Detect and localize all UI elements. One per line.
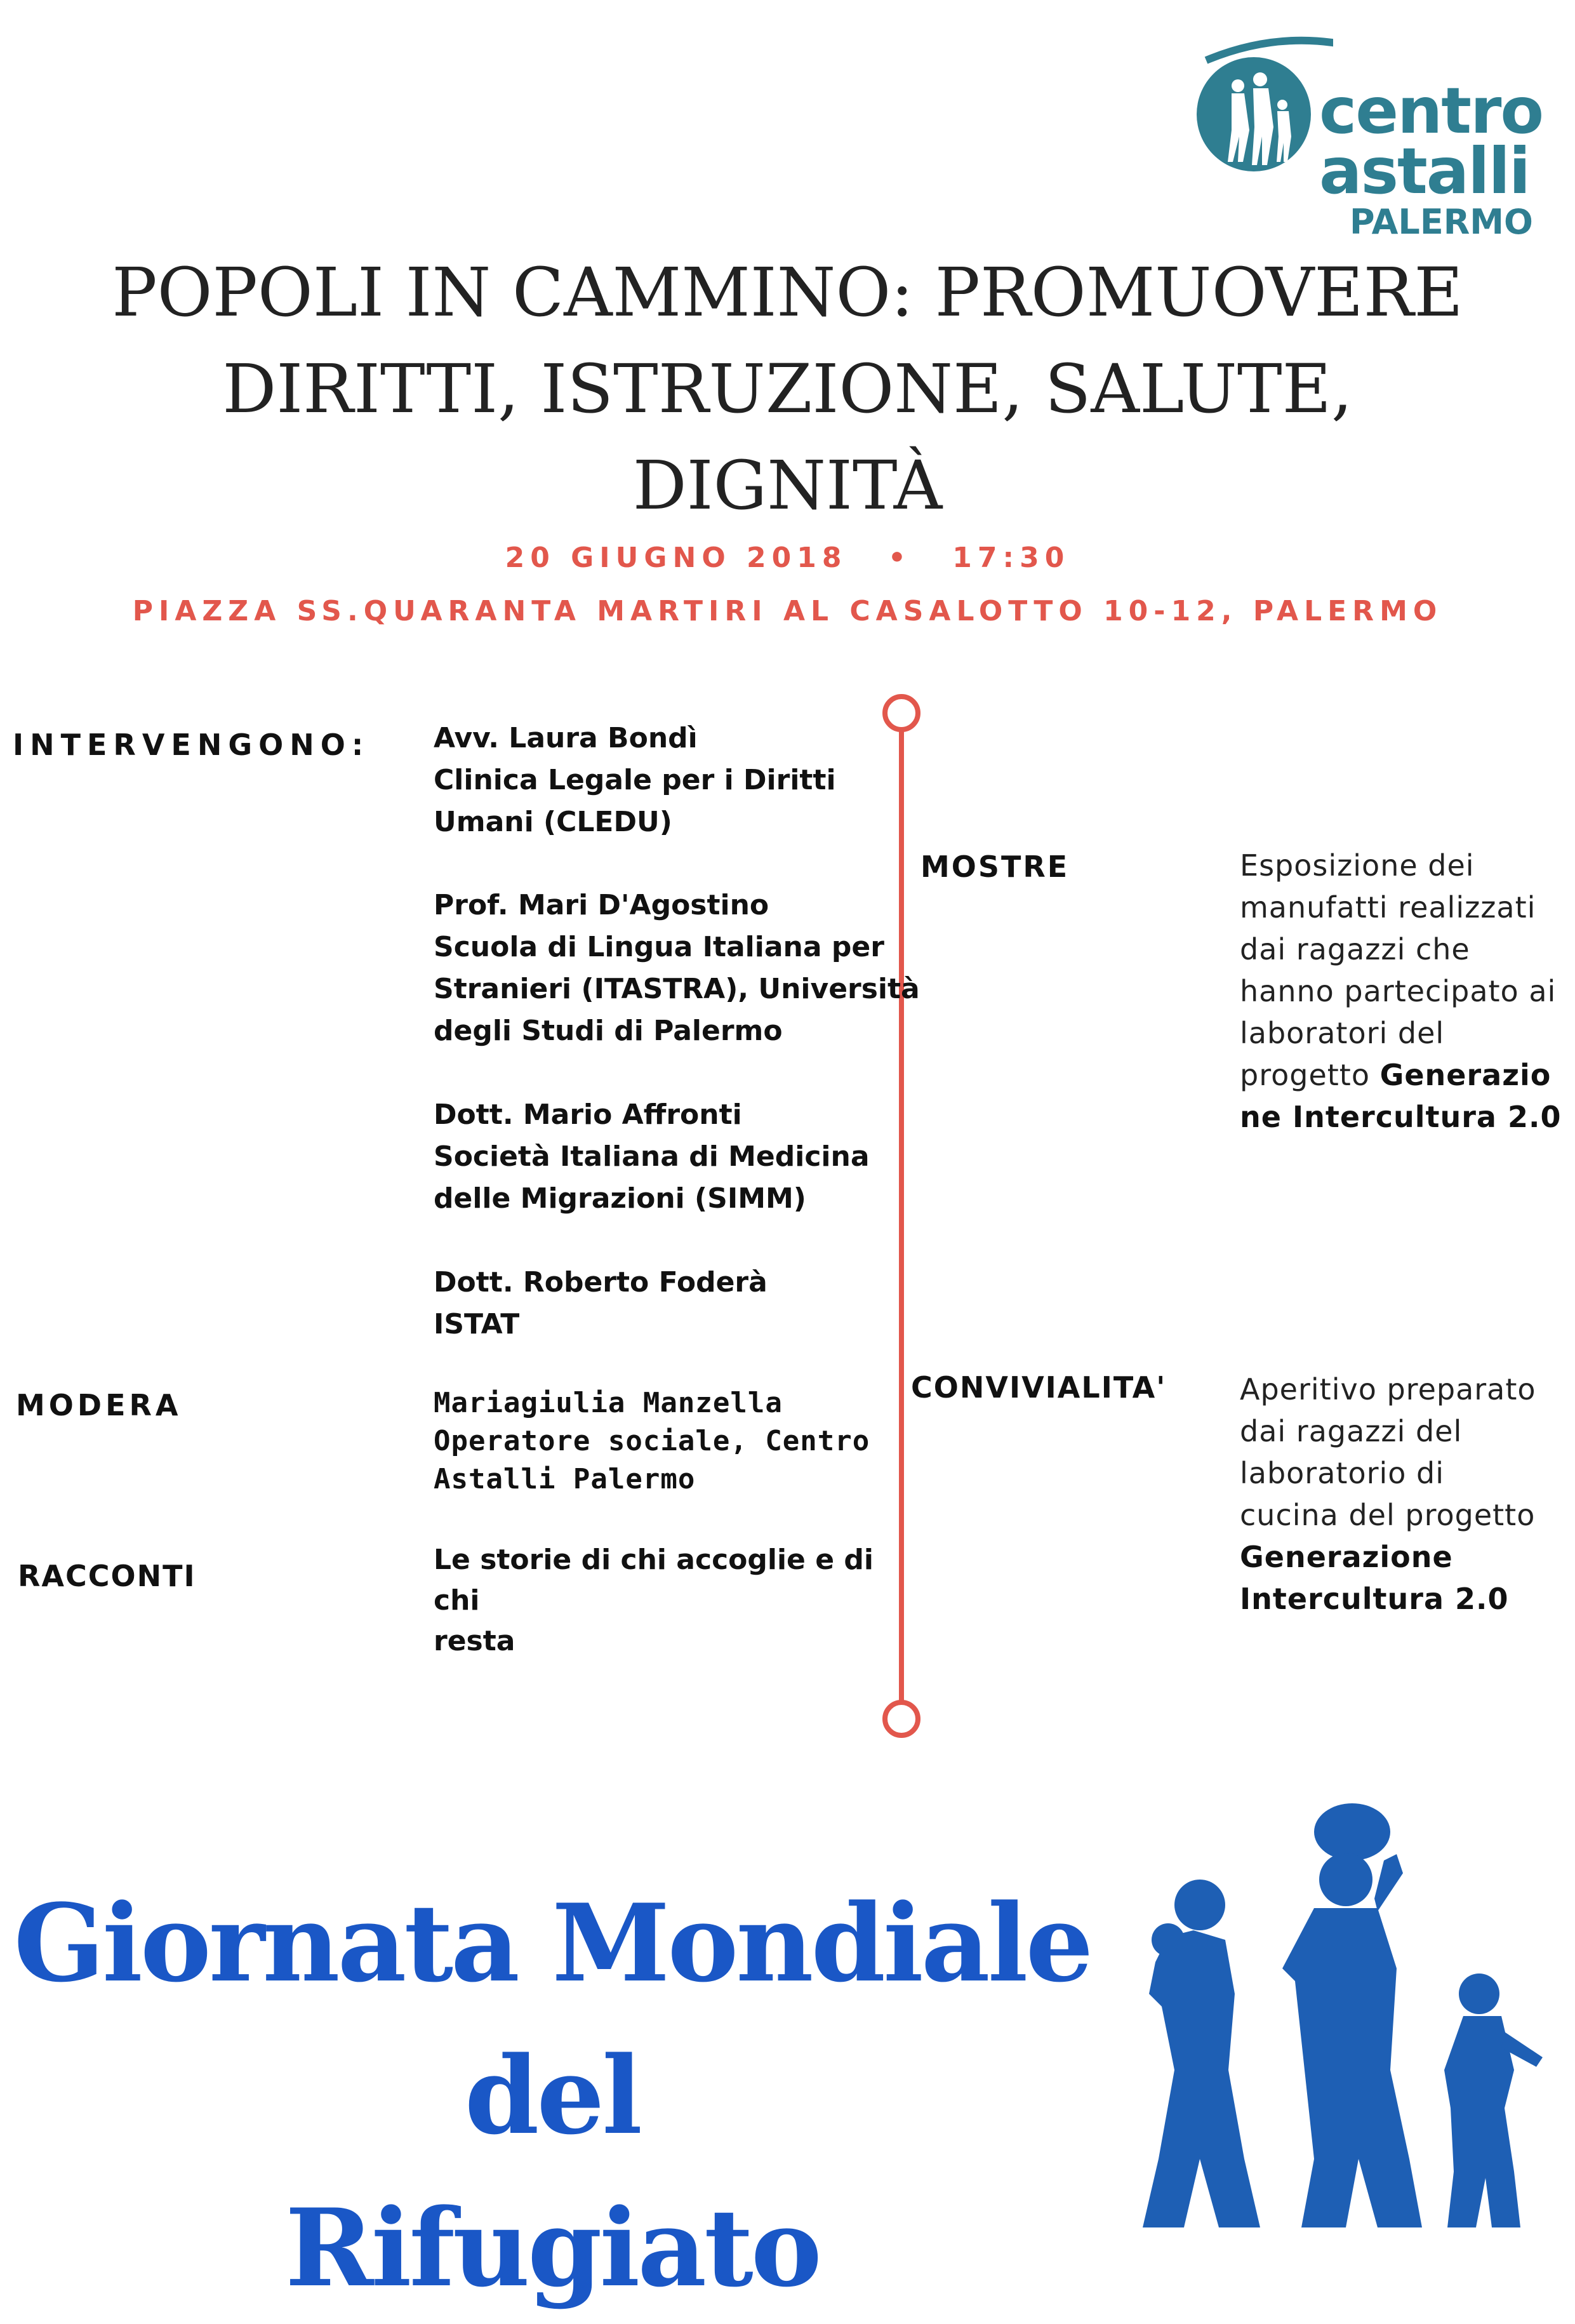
convivialita-line — [1240, 1536, 1570, 1578]
convivialita-line: dai ragazzi del — [1240, 1414, 1463, 1448]
mostre-line: dai ragazzi che — [1240, 932, 1470, 966]
timeline-bottom-circle — [885, 1702, 918, 1735]
speaker-entry — [434, 1262, 903, 1346]
event-address: PIAZZA SS.QUARANTA MARTIRI AL CASALOTTO 10-12, PALERMO — [132, 595, 1443, 627]
speaker-name: Avv. Laura Bondì — [434, 722, 698, 754]
convivialita-project-name: Intercultura 2.0 — [1240, 1582, 1509, 1616]
logo-word-palermo: PALERMO — [1350, 202, 1533, 242]
convivialita-line: Aperitivo preparato — [1240, 1372, 1536, 1406]
date-time-line — [0, 542, 1575, 574]
speaker-entry — [434, 885, 920, 1052]
logo-word-astalli: astalli — [1319, 134, 1530, 208]
banner-line: Rifugiato — [285, 2185, 820, 2311]
speaker-affiliation: Umani (CLEDU) — [434, 806, 672, 838]
convivialita-line — [1240, 1578, 1570, 1620]
centro-astalli-logo — [1193, 35, 1549, 244]
logo-emblem-icon — [1193, 35, 1333, 181]
banner-line: Giornata Mondiale del — [13, 1880, 1091, 2158]
speaker-affiliation: Clinica Legale per i Diritti — [434, 764, 836, 796]
separator-dot: • — [887, 542, 912, 574]
speaker-name: Dott. Mario Affronti — [434, 1099, 742, 1131]
mostre-description — [1240, 845, 1570, 1138]
logo-word-centro: centro — [1319, 74, 1543, 148]
mostre-line: hanno partecipato ai — [1240, 974, 1557, 1008]
speaker-affiliation: Stranieri (ITASTRA), Università — [434, 973, 920, 1005]
event-date: 20 GIUGNO 2018 — [505, 542, 847, 574]
moderator-entry — [434, 1384, 916, 1499]
racconti-line: Le storie di chi accoglie e di chi — [434, 1544, 874, 1617]
convivialita-line: laboratorio di — [1240, 1456, 1445, 1490]
label-racconti: RACCONTI — [18, 1559, 196, 1593]
moderator-role: Operatore sociale, Centro — [434, 1425, 870, 1457]
mostre-line — [1240, 1054, 1570, 1096]
racconti-description — [434, 1540, 903, 1662]
event-time: 17:30 — [952, 542, 1070, 574]
speaker-affiliation: delle Migrazioni (SIMM) — [434, 1182, 806, 1215]
title-line: DIGNITÀ — [632, 446, 943, 524]
speaker-affiliation: Società Italiana di Medicina — [434, 1140, 870, 1173]
racconti-line: resta — [434, 1625, 515, 1657]
label-intervengono: INTERVENGONO: — [13, 728, 370, 762]
speaker-name: Dott. Roberto Foderà — [434, 1266, 768, 1299]
speaker-affiliation: Scuola di Lingua Italiana per — [434, 931, 884, 963]
mostre-line: manufatti realizzati — [1240, 890, 1536, 925]
label-mostre: MOSTRE — [920, 850, 1070, 884]
mostre-project-name: Generazio — [1379, 1058, 1552, 1092]
mostre-line: laboratori del — [1240, 1016, 1445, 1050]
mostre-line: Esposizione dei — [1240, 848, 1475, 883]
moderator-role: Astalli Palermo — [434, 1463, 696, 1495]
convivialita-description — [1240, 1368, 1570, 1620]
title-line: DIRITTI, ISTRUZIONE, SALUTE, — [222, 350, 1353, 428]
convivialita-line: cucina del progetto — [1240, 1498, 1536, 1532]
event-title — [63, 244, 1512, 534]
mostre-prefix: progetto — [1240, 1058, 1380, 1092]
label-modera: MODERA — [16, 1388, 182, 1422]
mostre-project-name: ne Intercultura 2.0 — [1240, 1100, 1562, 1134]
moderator-name: Mariagiulia Manzella — [434, 1387, 783, 1419]
speaker-affiliation: ISTAT — [434, 1308, 520, 1340]
label-convivialita: CONVIVIALITA' — [911, 1370, 1167, 1405]
speaker-entry — [434, 1094, 903, 1220]
speaker-name: Prof. Mari D'Agostino — [434, 889, 769, 921]
convivialita-project-name: Generazione — [1240, 1540, 1453, 1574]
mostre-line — [1240, 1096, 1570, 1138]
speaker-affiliation: degli Studi di Palermo — [434, 1015, 783, 1047]
title-line: POPOLI IN CAMMINO: PROMUOVERE — [112, 253, 1463, 331]
speaker-entry — [434, 718, 903, 843]
refugee-silhouettes-illustration — [1124, 1803, 1568, 2227]
world-refugee-day-banner — [0, 1867, 1105, 2324]
